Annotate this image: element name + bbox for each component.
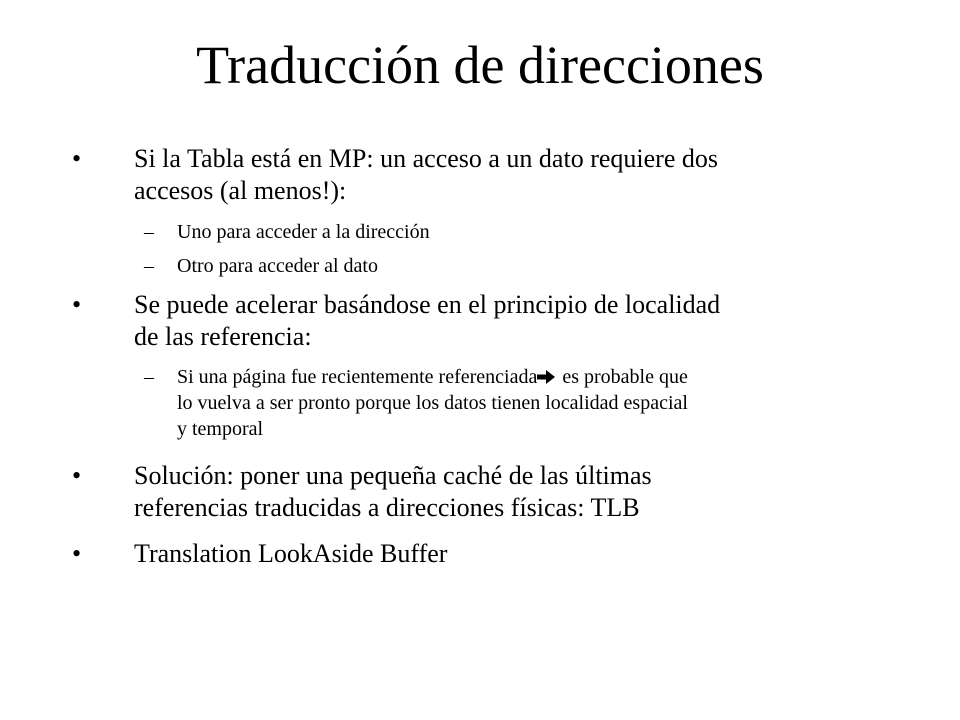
bullet-1-line-2: accesos (al menos!): (134, 176, 347, 205)
sub-item-2-1 (144, 364, 877, 442)
sub-item-2-1-line-3: y temporal (177, 418, 264, 440)
slide-title: Traducción de direcciones (196, 35, 764, 95)
bullet-icon: • (72, 290, 82, 319)
dash-icon: – (144, 221, 154, 243)
bullet-item-1 (72, 143, 894, 207)
bullet-4-line-1: Translation LookAside Buffer (134, 539, 448, 568)
bullet-2-line-2: de las referencia: (134, 322, 312, 351)
bullet-icon: • (72, 539, 82, 568)
dash-icon: – (144, 255, 154, 277)
bullet-item-2 (72, 289, 894, 353)
bullet-1-line-1: Si la Tabla está en MP: un acceso a un dato requiere dos (134, 144, 718, 173)
sub-item-1-1 (144, 219, 877, 245)
bullet-3-line-1: Solución: poner una pequeña caché de las últimas (134, 461, 652, 490)
bullet-2-line-1: Se puede acelerar basándose en el principio de localidad (134, 290, 721, 319)
bullet-item-4 (72, 538, 894, 570)
bullet-icon: • (72, 461, 82, 490)
sub-item-1-1-text: Uno para acceder a la dirección (177, 221, 430, 243)
bullet-item-3 (72, 460, 894, 524)
sub-item-2-1-line-2: lo vuelva a ser pronto porque los datos tienen localidad espacial (177, 392, 688, 414)
sub-item-1-2 (144, 253, 877, 279)
sub-item-1-2-text: Otro para acceder al dato (177, 255, 378, 277)
bullet-3-line-2: referencias traducidas a direcciones físicas: TLB (134, 493, 640, 522)
right-arrow-icon (537, 370, 555, 384)
dash-icon: – (144, 366, 154, 388)
sub-item-2-1-text-after: es probable que (557, 366, 688, 388)
sub-item-2-1-text-before: Si una página fue recientemente referenciada (177, 366, 538, 388)
bullet-icon: • (72, 144, 82, 173)
sub-item-2-1-line-1 (177, 364, 877, 390)
